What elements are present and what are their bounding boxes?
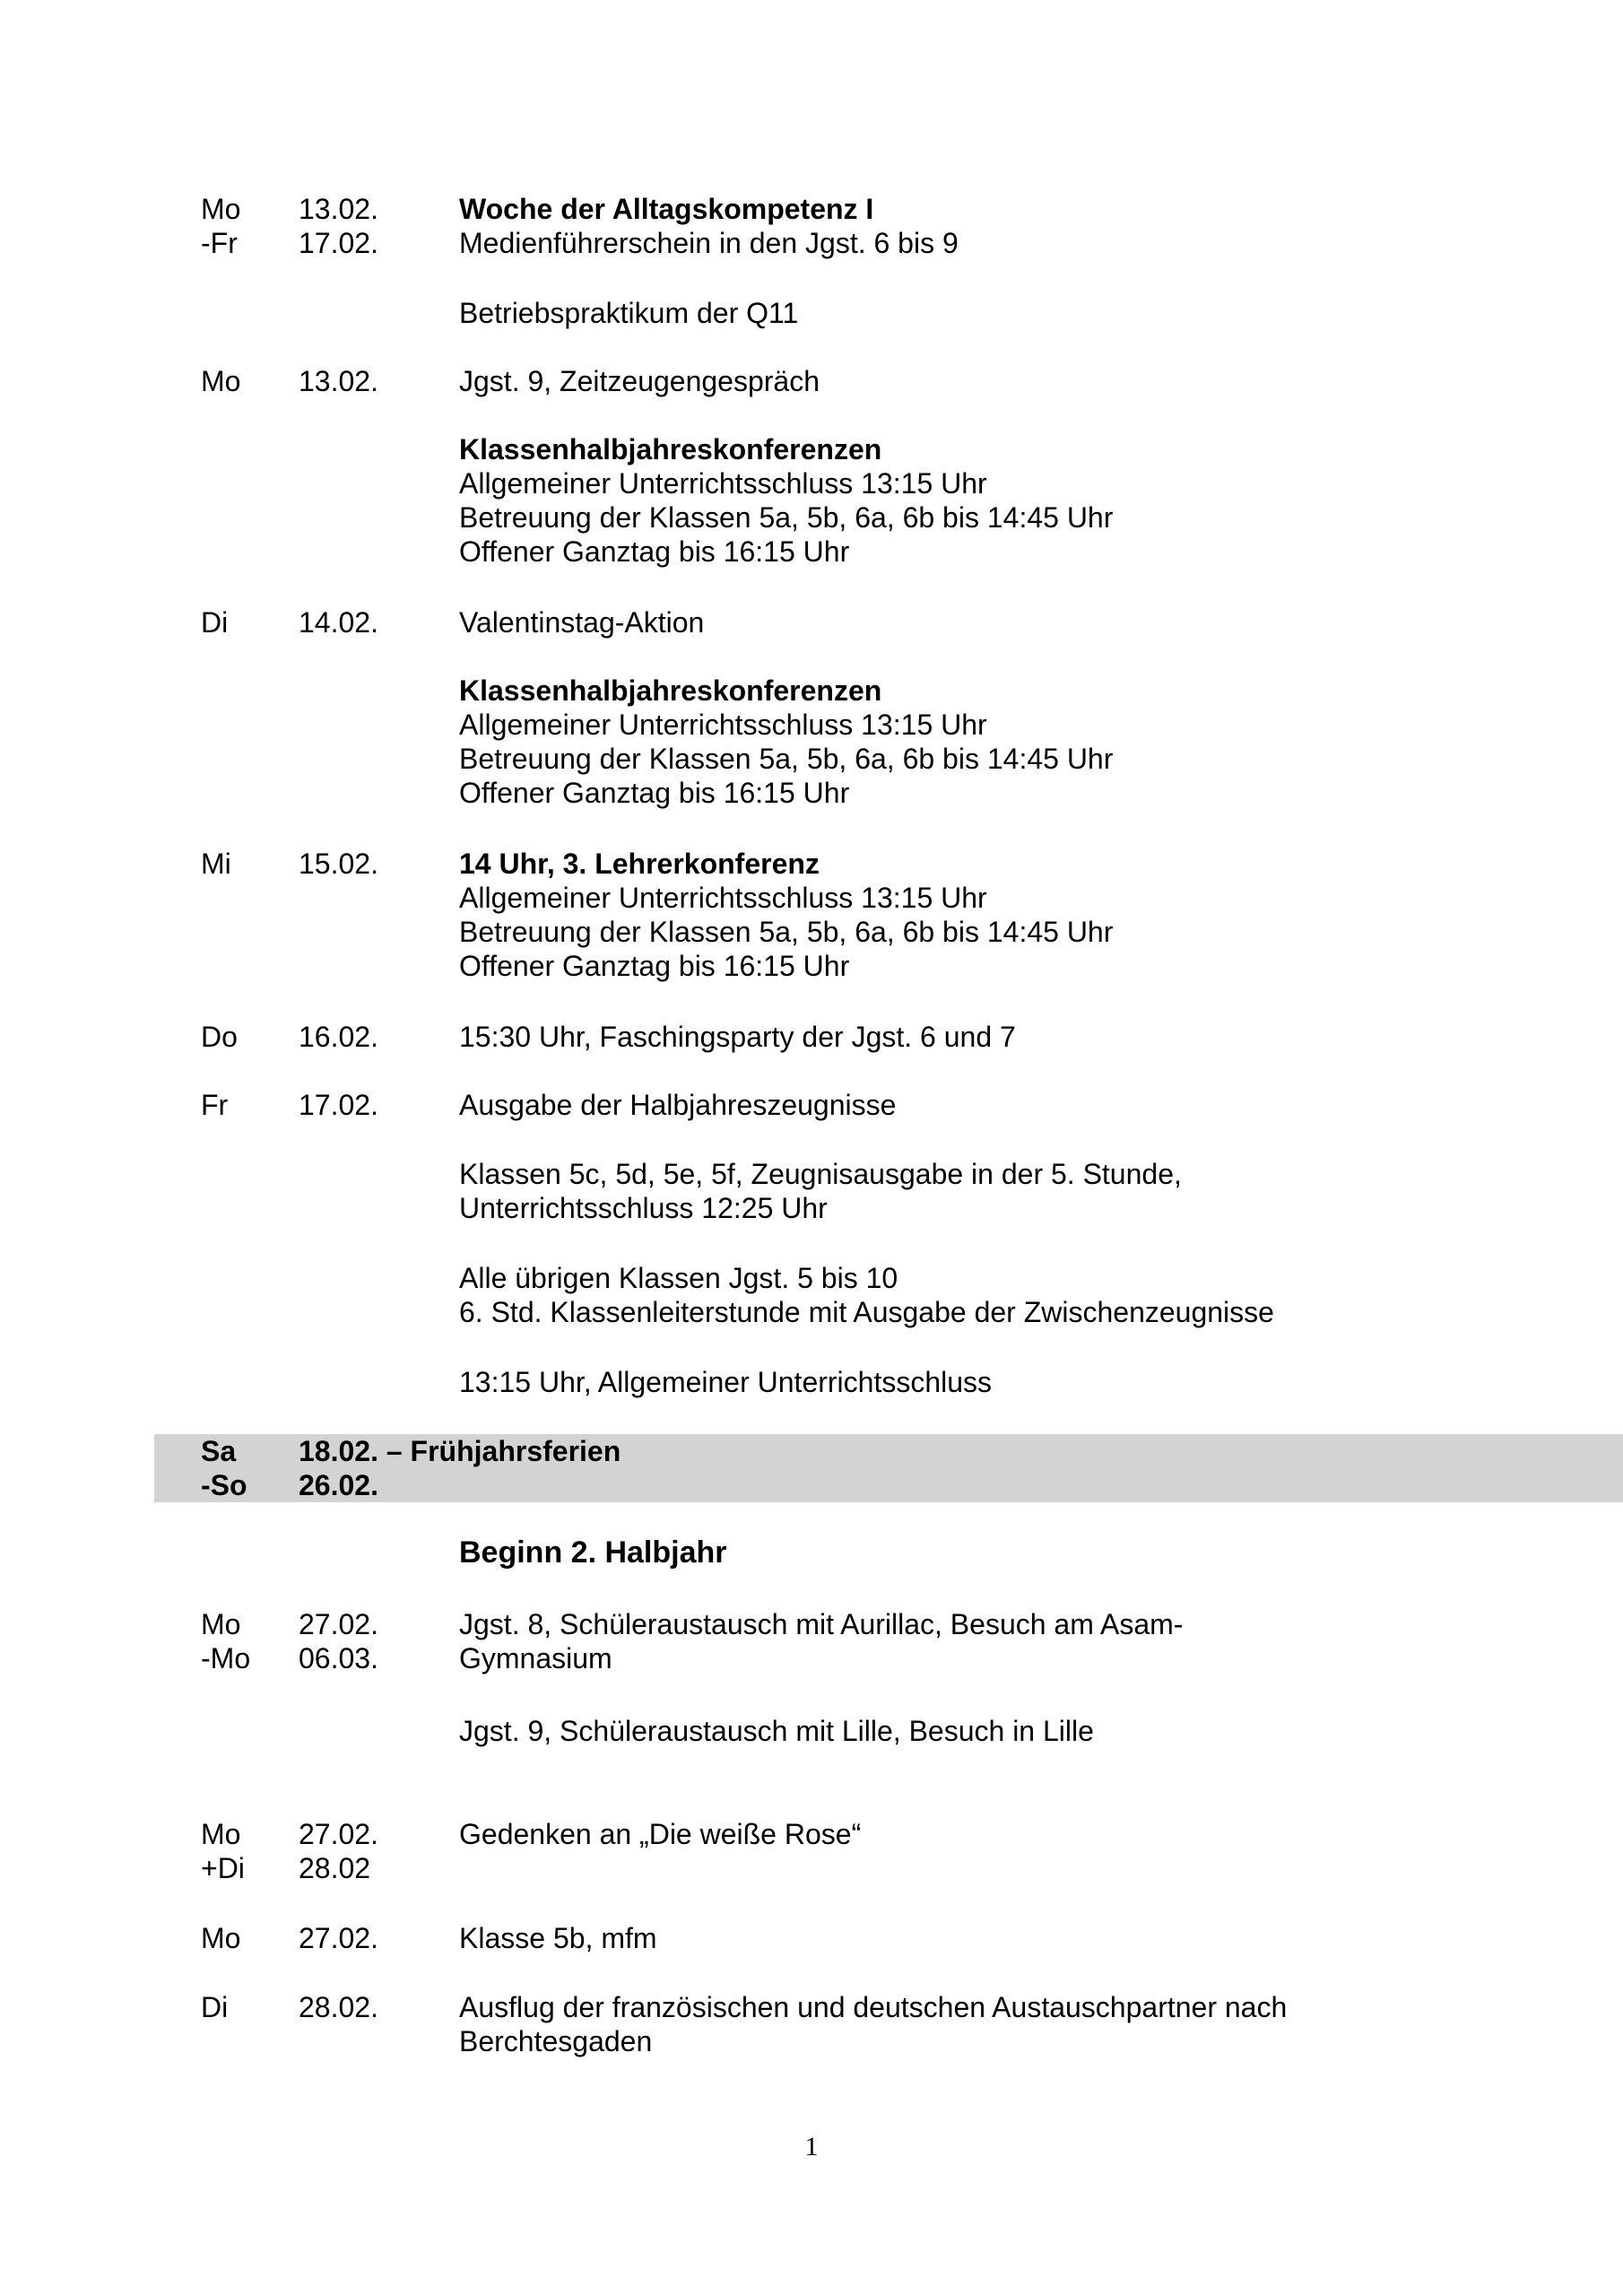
entry-day [201, 1607, 250, 1675]
schedule-entry [0, 1607, 1623, 1675]
entry-day [201, 605, 228, 639]
entry-text-line: Klassen 5c, 5d, 5e, 5f, Zeugnisausgabe in der 5. Stunde, [459, 1158, 1182, 1190]
entry-day-line: -Mo [201, 1642, 251, 1674]
entry-text-line: Alle übrigen Klassen Jgst. 5 bis 10 [459, 1262, 898, 1294]
entry-date-line: 13.02. [299, 193, 378, 225]
entry-text-line: Jgst. 8, Schüleraustausch mit Aurillac, Besuch am Asam- [459, 1608, 1184, 1640]
entry-text-line: Unterrichtsschluss 12:25 Uhr [459, 1192, 828, 1224]
entry-day-line: Fr [201, 1089, 229, 1121]
entry-day [201, 1020, 238, 1054]
entry-date [299, 1817, 378, 1885]
entry-day-line: Di [201, 606, 229, 639]
entry-day [201, 1817, 245, 1885]
schedule-entry [0, 432, 1623, 569]
entry-day-line: Mo [201, 193, 241, 225]
entry-date-line: 17.02. [299, 227, 378, 259]
entry-day [201, 364, 240, 398]
entry-text [459, 1261, 1274, 1329]
entry-text-line: Ausgabe der Halbjahreszeugnisse [459, 1089, 897, 1121]
entry-text-line: Offener Ganztag bis 16:15 Uhr [459, 535, 850, 568]
entry-text-line: Allgemeiner Unterrichtsschluss 13:15 Uhr [459, 709, 987, 741]
entry-day-line: -So [201, 1469, 247, 1501]
entry-text [459, 1714, 1094, 1748]
schedule-entry [0, 364, 1623, 398]
entry-day [201, 1088, 228, 1122]
entry-day-line: Mo [201, 1608, 241, 1640]
entry-text [459, 605, 704, 639]
entry-text-line: Betriebspraktikum der Q11 [459, 297, 799, 329]
entry-day-line: +Di [201, 1852, 245, 1884]
entry-text-line: Betreuung der Klassen 5a, 5b, 6a, 6b bis 14:45 Uhr [459, 743, 1114, 775]
entry-day [201, 192, 240, 260]
entry-date-line: 16.02. [299, 1021, 378, 1053]
entry-date [299, 1921, 378, 1955]
entry-day [201, 1990, 228, 2024]
entry-text [459, 1921, 657, 1955]
entry-text [459, 847, 1113, 983]
entry-text-line: Berchtesgaden [459, 2025, 653, 2057]
entry-text [459, 674, 1113, 810]
entry-day [201, 847, 231, 881]
schedule-entry [0, 1088, 1623, 1122]
entry-day-line: -Fr [201, 227, 238, 259]
entry-day [201, 1434, 247, 1502]
schedule-entry [0, 1714, 1623, 1748]
entry-text-line: Gymnasium [459, 1642, 612, 1674]
entry-text [459, 1535, 727, 1571]
entry-text-line: 15:30 Uhr, Faschingsparty der Jgst. 6 und 7 [459, 1021, 1016, 1053]
schedule-entry [0, 1365, 1623, 1399]
entry-day-line: Mo [201, 1922, 241, 1954]
entry-day-line: Sa [201, 1435, 237, 1467]
schedule-entry [0, 847, 1623, 983]
entry-text [459, 1157, 1182, 1225]
entry-date-line: 27.02. [299, 1818, 378, 1850]
entry-text-line: Offener Ganztag bis 16:15 Uhr [459, 777, 850, 809]
schedule-entry [0, 674, 1623, 810]
entry-date-line: 14.02. [299, 606, 378, 639]
entry-date-line: 18.02. – Frühjahrsferien [299, 1435, 621, 1467]
entry-text-line: Jgst. 9, Zeitzeugengespräch [459, 365, 820, 397]
entry-text [459, 192, 959, 260]
entry-text-line: Ausflug der französischen und deutschen Austauschpartner nach [459, 1991, 1288, 2023]
entry-text [459, 432, 1113, 569]
schedule-entry [0, 1535, 1623, 1570]
entry-text [459, 1365, 992, 1399]
entry-date-line: 13.02. [299, 365, 378, 397]
entry-text-line: Valentinstag-Aktion [459, 606, 705, 639]
entry-text [459, 1088, 896, 1122]
entry-date-line: 06.03. [299, 1642, 378, 1674]
schedule-entry [0, 296, 1623, 330]
schedule-entry [0, 1817, 1623, 1885]
entry-day-line: Mi [201, 848, 231, 880]
entry-date [299, 192, 378, 260]
entry-date [299, 1990, 378, 2024]
entry-text [459, 1817, 861, 1851]
schedule-entry [0, 1020, 1623, 1054]
entry-date-line: 26.02. [299, 1469, 378, 1501]
entry-date-line: 27.02. [299, 1922, 378, 1954]
schedule-entry [0, 605, 1623, 639]
entry-text-line: Klasse 5b, mfm [459, 1922, 657, 1954]
entry-text-line: Beginn 2. Halbjahr [459, 1535, 727, 1570]
entry-date-line: 15.02. [299, 848, 378, 880]
entry-text [459, 364, 820, 398]
entry-text-line: Betreuung der Klassen 5a, 5b, 6a, 6b bis 14:45 Uhr [459, 916, 1114, 948]
entry-date [299, 1020, 378, 1054]
entry-text-line: Betreuung der Klassen 5a, 5b, 6a, 6b bis 14:45 Uhr [459, 501, 1114, 534]
entry-date [299, 1607, 378, 1675]
entry-text-line: Offener Ganztag bis 16:15 Uhr [459, 950, 850, 982]
entry-text-line: 14 Uhr, 3. Lehrerkonferenz [459, 848, 820, 880]
entry-date-line: 17.02. [299, 1089, 378, 1121]
entry-text-line: Medienführerschein in den Jgst. 6 bis 9 [459, 227, 959, 259]
entry-day [201, 1921, 240, 1955]
holiday-row [154, 1434, 1623, 1502]
entry-day-line: Mo [201, 1818, 241, 1850]
entry-date-line: 27.02. [299, 1608, 378, 1640]
entry-text-line: Klassenhalbjahreskonferenzen [459, 674, 882, 707]
entry-date [299, 1434, 621, 1502]
entry-day-line: Mo [201, 365, 241, 397]
entry-text-line: 6. Std. Klassenleiterstunde mit Ausgabe der Zwischenzeugnisse [459, 1296, 1274, 1328]
entry-day-line: Do [201, 1021, 238, 1053]
entry-date [299, 605, 378, 639]
entry-text-line: Klassenhalbjahreskonferenzen [459, 433, 882, 465]
entry-date [299, 847, 378, 881]
entry-text [459, 1020, 1016, 1054]
entry-text-line: Jgst. 9, Schüleraustausch mit Lille, Besuch in Lille [459, 1715, 1094, 1747]
entry-text-line: Woche der Alltagskompetenz I [459, 193, 874, 225]
entry-text-line: 13:15 Uhr, Allgemeiner Unterrichtsschluss [459, 1366, 993, 1398]
schedule-entry [0, 1261, 1623, 1329]
entry-text-line: Allgemeiner Unterrichtsschluss 13:15 Uhr [459, 467, 987, 500]
schedule-entry [0, 1157, 1623, 1225]
entry-text-line: Gedenken an „Die weiße Rose“ [459, 1818, 862, 1850]
schedule-entry [0, 192, 1623, 260]
entry-text [459, 1607, 1183, 1675]
schedule-entry [0, 1990, 1623, 2058]
entry-text [459, 296, 798, 330]
entry-text-line: Allgemeiner Unterrichtsschluss 13:15 Uhr [459, 882, 987, 914]
entry-date-line: 28.02 [299, 1852, 371, 1884]
page-number: 1 [804, 2132, 819, 2161]
entry-date [299, 1088, 378, 1122]
entry-text [459, 1990, 1287, 2058]
schedule-entry [0, 1921, 1623, 1955]
entry-date-line: 28.02. [299, 1991, 378, 2023]
entry-day-line: Di [201, 1991, 229, 2023]
entry-date [299, 364, 378, 398]
